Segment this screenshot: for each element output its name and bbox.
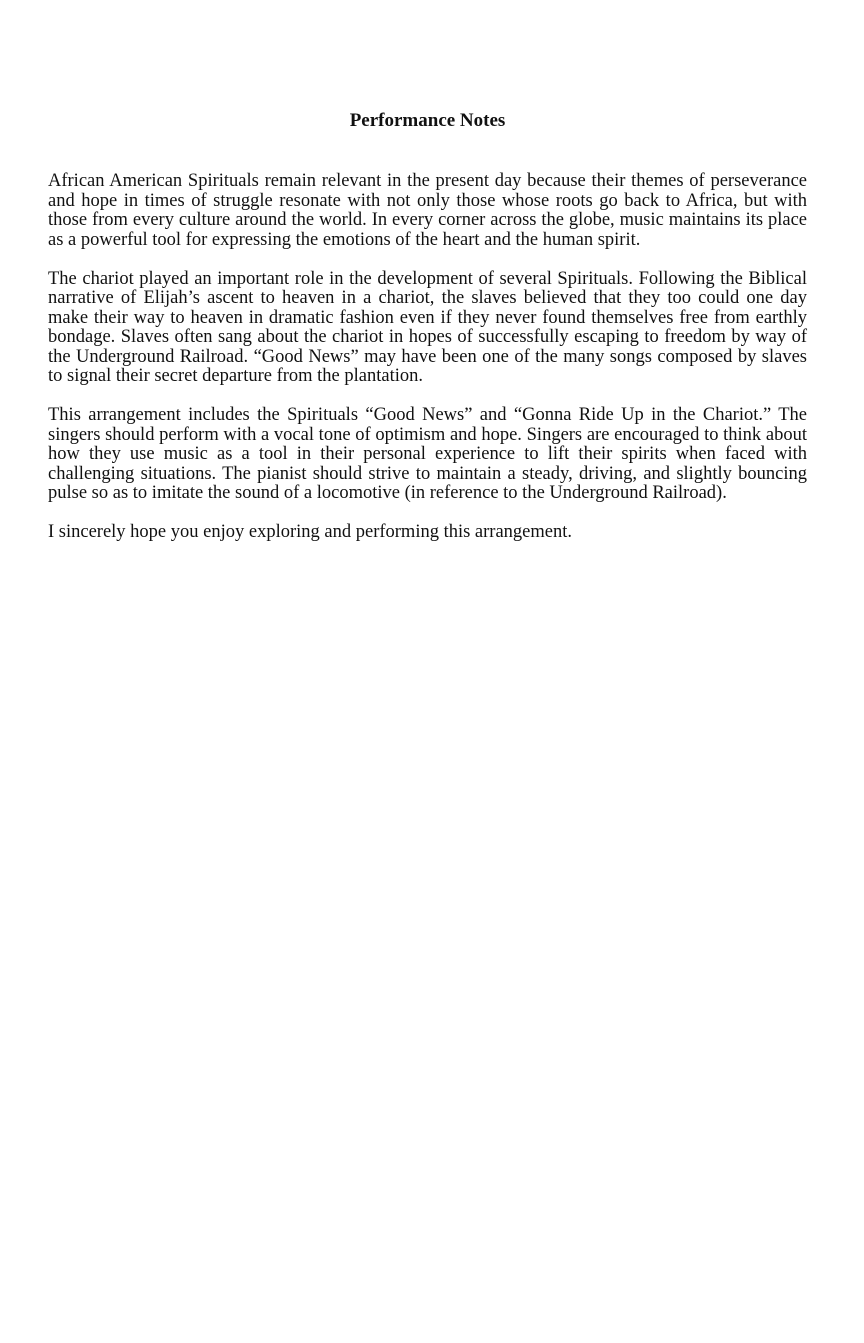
page-title: Performance Notes (349, 110, 506, 131)
paragraph-chariot: The chariot played an important role in the development of several Spirituals. Following the Biblical narrative of Elijah’s ascent to heaven in a chariot, the slaves believed that they too could one day make their way to heaven in dramatic fashion even if they never found themselves free from earthly bondage. Slaves often sang about the chariot in hopes of successfully escaping to freedom by way of the Underground Railroad. “Good News” may have been one of the many songs composed by slaves to signal their secret departure from the plantation. (48, 268, 807, 386)
paragraph-relevance: African American Spirituals remain relevant in the present day because their themes of perseverance and hope in times of struggle resonate with not only those whose roots go back to Africa, but with those from every culture around the world. In every corner across the globe, music maintains its place as a powerful tool for expressing the emotions of the heart and the human spirit. (48, 171, 807, 250)
paragraph-closing: I sincerely hope you enjoy exploring and performing this arrangement. (48, 522, 573, 542)
paragraph-arrangement: This arrangement includes the Spirituals “Good News” and “Gonna Ride Up in the Chariot.” The singers should perform with a vocal tone of optimism and hope. Singers are encouraged to think about how they use music as a tool in their personal experience to lift their spirits when faced with challenging situations. The pianist should strive to maintain a steady, driving, and slightly bouncing pulse so as to imitate the sound of a locomotive (in reference to the Underground Railroad). (48, 405, 807, 503)
notes-body (48, 172, 807, 562)
